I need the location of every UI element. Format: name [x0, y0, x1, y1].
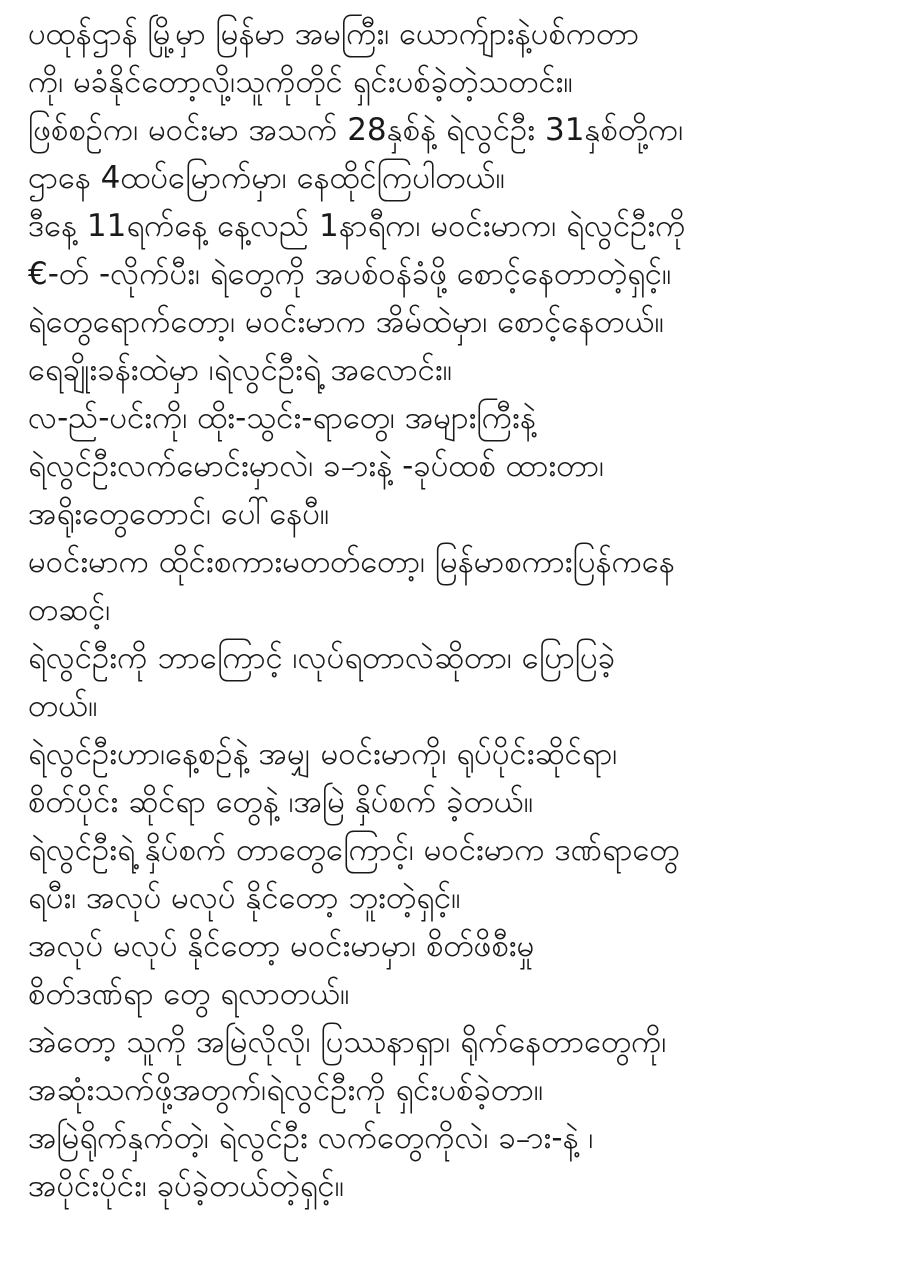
text-line: ဒီနေ့ 11ရက်နေ့ နေ့လည် 1နာရီက၊ မဝင်းမာက၊ ရဲလွင်ဦးကို: [28, 208, 686, 244]
text-line: စိတ်ပိုင်း ဆိုင်ရာ တွေနဲ့ ၊အမြဲ နှိပ်စက် ခဲ့တယ်။: [28, 784, 534, 820]
text-line: ရဲလွင်ဦးလက်မောင်းမှာလဲ၊ ခ-ားနဲ့ -ခုပ်ထစ် ထားတာ၊: [28, 448, 605, 484]
text-line: ရဲလွင်ဦးဟာ၊နေ့စဉ်နဲ့ အမျှ မဝင်းမာကို၊ ရုပ်ပိုင်းဆိုင်ရာ၊: [28, 736, 618, 772]
text-line: အဆုံးသက်ဖို့အတွက်၊ရဲလွင်ဦးကို ရှင်းပစ်ခဲ့တာ။: [28, 1072, 544, 1108]
text-line: ရဲလွင်ဦးရဲ့ နှိပ်စက် တာတွေကြောင့်၊ မဝင်းမာက ဒဏ်ရာတွေ: [28, 832, 680, 868]
text-line: €-တ် -လိုက်ပီး၊ ရဲတွေကို အပစ်ဝန်ခံဖို့ စောင့်နေတာတဲ့ရှင့်။: [28, 256, 672, 292]
text-line: အလုပ် မလုပ် နိုင်တော့ မဝင်းမာမှာ၊ စိတ်ဖိစီးမှု: [28, 928, 535, 964]
text-line: အပိုင်းပိုင်း၊ ခုပ်ခဲ့တယ်တဲ့ရှင့်။: [28, 1168, 345, 1204]
text-line: တယ်။: [28, 688, 98, 724]
text-line: အဲတော့ သူကို အမြဲလိုလို၊ ပြဿနာရှာ၊ ရိုက်နေတာတွေကို၊: [28, 1024, 667, 1060]
text-line: လ-ည်-ပင်းကို၊ ထိုး-သွင်း-ရာတွေ၊ အများကြီးနဲ့: [28, 400, 536, 436]
text-line: ရပီး၊ အလုပ် မလုပ် နိုင်တော့ ဘူးတဲ့ရှင့်။: [28, 880, 461, 916]
text-line: မဝင်းမာက ထိုင်းစကားမတတ်တော့၊ မြန်မာစကားပြန်ကနေ: [28, 544, 675, 580]
text-line: ပထုန်ဌာန် မြို့မှာ မြန်မာ အမကြီး၊ ယောက်ျားနဲ့ပစ်ကတာ: [28, 16, 640, 52]
text-line: အရိုးတွေတောင်၊ ပေါ်နေပီ။: [28, 496, 330, 532]
text-line: ရဲတွေရောက်တော့၊ မဝင်းမာက အိမ်ထဲမှာ၊ စောင့်နေတယ်။: [28, 304, 664, 340]
text-line: အမြဲရိုက်နှက်တဲ့၊ ရဲလွင်ဦး လက်တွေကိုလဲ၊ ခ-ား-နဲ့ ၊: [28, 1120, 594, 1156]
text-line: ရေချိုးခန်းထဲမှာ ၊ရဲလွင်ဦးရဲ့ အလောင်း။: [28, 352, 453, 388]
text-line: ကို၊ မခံနိုင်တော့လို့၊သူကိုတိုင် ရှင်းပစ်ခဲ့တဲ့သတင်း။: [28, 64, 573, 100]
text-line: စိတ်ဒဏ်ရာ တွေ ရလာတယ်။: [28, 976, 350, 1012]
text-line: ဌာနေ 4ထပ်မြောက်မှာ၊ နေထိုင်ကြပါတယ်။: [28, 160, 505, 196]
text-line: ဖြစ်စဉ်က၊ မဝင်းမာ အသက် 28နှစ်နဲ့ ရဲလွင်ဦး 31နှစ်တို့က၊: [28, 112, 684, 148]
text-line: တဆင့်၊: [28, 592, 111, 628]
article-text: [28, 10, 898, 1210]
text-line: ရဲလွင်ဦးကို ဘာကြောင့် ၊လုပ်ရတာလဲဆိုတာ၊ ပြောပြခဲ့: [28, 640, 616, 676]
